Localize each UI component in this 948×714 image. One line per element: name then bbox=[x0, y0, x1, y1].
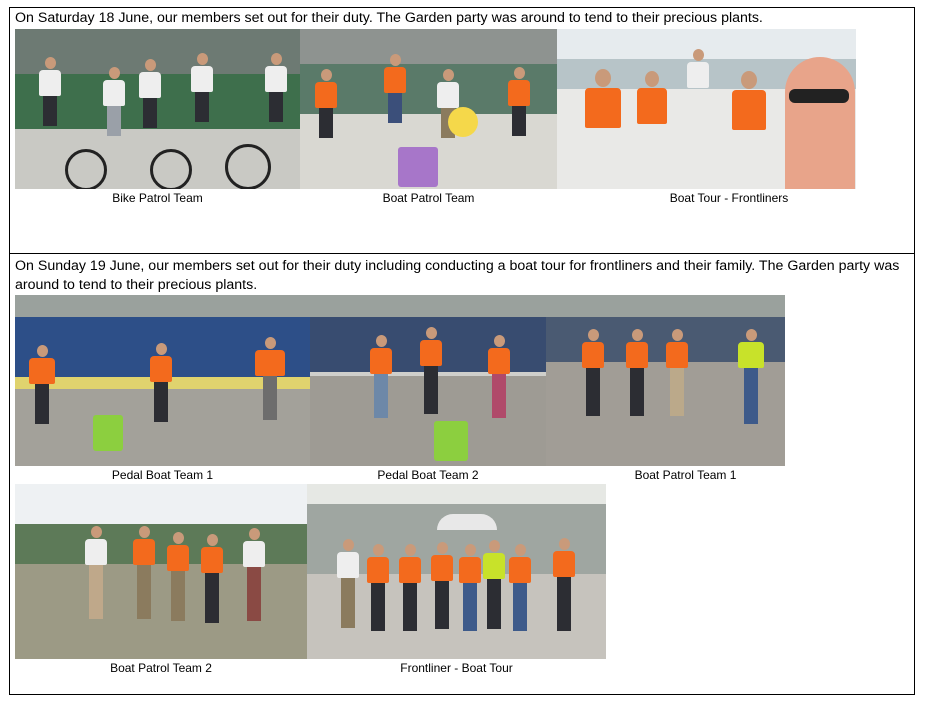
photo-bike-patrol bbox=[15, 29, 300, 189]
photo-boat-tour-frontliners bbox=[557, 29, 856, 189]
caption-boat-patrol-team-2: Boat Patrol Team 2 bbox=[110, 661, 212, 675]
photo-boat-patrol-team-2 bbox=[15, 484, 307, 659]
caption-boat-patrol-team-1: Boat Patrol Team 1 bbox=[634, 468, 737, 482]
table-row-divider bbox=[9, 253, 915, 254]
caption-pedal-boat-team-1: Pedal Boat Team 1 bbox=[111, 468, 214, 482]
day2-paragraph: On Sunday 19 June, our members set out for their duty including conducting a boat tour for frontliners and their family. The Garden party was around to tend to their precious plants. bbox=[15, 258, 900, 293]
caption-frontliner-boat-tour: Frontliner - Boat Tour bbox=[400, 661, 513, 675]
photo-frontliner-boat-tour bbox=[307, 484, 606, 659]
photo-boat-patrol-team-1 bbox=[546, 295, 785, 466]
caption-boat-tour-frontliners: Boat Tour - Frontliners bbox=[669, 191, 789, 205]
caption-boat-patrol: Boat Patrol Team bbox=[382, 191, 475, 205]
caption-bike-patrol: Bike Patrol Team bbox=[112, 191, 203, 205]
caption-pedal-boat-team-2: Pedal Boat Team 2 bbox=[377, 468, 479, 482]
photo-pedal-boat-team-2 bbox=[310, 295, 546, 466]
day1-paragraph: On Saturday 18 June, our members set out for their duty. The Garden party was around to tend to their precious plants. bbox=[15, 10, 763, 26]
photo-boat-patrol bbox=[300, 29, 557, 189]
photo-pedal-boat-team-1 bbox=[15, 295, 310, 466]
